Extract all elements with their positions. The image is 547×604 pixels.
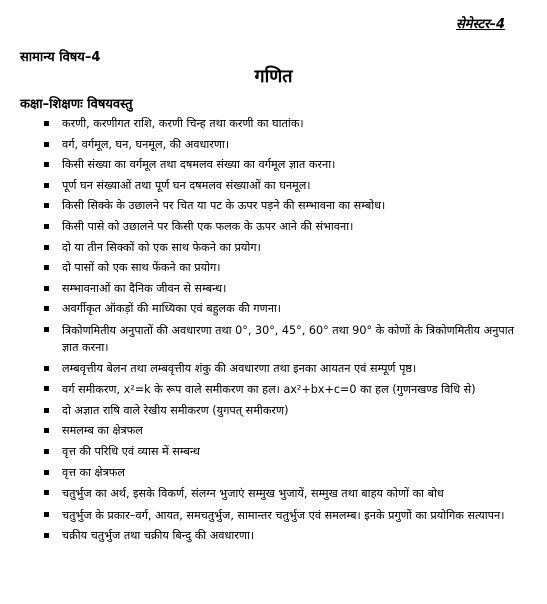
- list-item: [44, 301, 514, 317]
- list-item: [44, 403, 514, 419]
- list-item: [44, 381, 514, 398]
- bullet-icon: [44, 203, 49, 208]
- list-item: [44, 198, 514, 214]
- list-item: [44, 322, 514, 356]
- bullet-icon: [44, 490, 49, 495]
- list-item: [44, 528, 514, 544]
- subject-label: सामान्य विषय–4: [20, 50, 101, 65]
- list-item-text: वर्ग समीकरण, x²=k के रूप वाले समीकरण का हल। ax²+bx+c=0 का हल (गुणनखण्ड विधि से): [62, 383, 476, 397]
- list-item-text: वर्ग, वर्गमूल, घन, घनमूल, की अवधारणा।: [62, 137, 230, 151]
- bullet-icon: [44, 224, 49, 229]
- list-item-text: चतुर्भुज का अर्थ, इसके विकर्ण, संलग्न भुजाएं सम्मुख भुजायें, सम्मुख तथा बाहय कोणों का बोध: [62, 487, 444, 501]
- list-item-text: दो पासों को एक साथ फेंकने का प्रयोग।: [62, 261, 221, 275]
- list-item: [44, 260, 514, 276]
- list-item: [44, 507, 514, 524]
- list-item-text: वृत्त का क्षेत्रफल: [62, 465, 125, 479]
- semester-label: सेमेस्टर–4: [455, 17, 505, 32]
- list-item-text: समलम्ब का क्षेत्रफल: [62, 424, 143, 438]
- bullet-icon: [44, 449, 49, 454]
- list-item: [44, 423, 514, 439]
- list-item: [44, 137, 514, 153]
- list-item: [44, 219, 514, 235]
- bullet-icon: [44, 512, 49, 517]
- list-item-text: त्रिकोणमितीय अनुपातों की अवधारणा तथा 0°, 30°, 45°, 60° तथा 90° के कोणों के त्रिकोणमितीय अनुपात ज्ञात करना।: [62, 323, 514, 354]
- list-item: [44, 485, 514, 502]
- list-item-text: लम्बवृत्तीय बेलन तथा लम्बवृत्तीय शंकु की अवधारणा तथा इनका आयतन एवं सम्पूर्ण पृष्ठ।: [62, 361, 417, 375]
- list-item-text: पूर्ण घन संख्याओं तथा पूर्ण घन दषमलव संख्याओं का घनमूल।: [62, 178, 311, 192]
- bullet-icon: [44, 245, 49, 250]
- bullet-icon: [44, 366, 49, 371]
- list-item-text: करणी, करणीगत राशि, करणी चिन्ह तथा करणी का घातांक।: [62, 117, 304, 130]
- list-item: [44, 157, 514, 173]
- list-item-text: चक्रीय चतुर्भुज तथा चक्रीय बिन्दु की अवधारणा।: [62, 529, 255, 543]
- list-item-text: दो अज्ञात राषि वाले रेखीय समीकरण (युगपत् समीकरण): [62, 403, 289, 417]
- bullet-icon: [44, 142, 49, 147]
- content-list: [44, 116, 514, 549]
- bullet-icon: [44, 265, 49, 270]
- list-item-text: सम्भावनाओं का दैनिक जीवन से सम्बन्ध।: [62, 281, 227, 295]
- list-item-text: किसी पासे को उछालने पर किसी एक फलक के ऊपर आने की संभावना।: [62, 219, 354, 233]
- list-item: [44, 116, 514, 132]
- page-title: गणित: [254, 66, 293, 87]
- list-item-text: किसी सिक्के के उछालने पर चित या पट के ऊपर पड़ने की सम्भावना का सम्बोध।: [62, 199, 386, 213]
- list-item: [44, 444, 514, 460]
- list-item: [44, 465, 514, 481]
- list-item: [44, 178, 514, 194]
- list-item-text: वृत्त की परिधि एवं व्यास में सम्बन्ध: [62, 444, 200, 458]
- bullet-icon: [44, 428, 49, 433]
- bullet-icon: [44, 470, 49, 475]
- bullet-icon: [44, 533, 49, 538]
- bullet-icon: [44, 408, 49, 413]
- list-item-text: अवर्गीकृत ऑकड़ों की माध्यिका एवं बहुलक की गणना।: [62, 302, 282, 316]
- bullet-icon: [44, 327, 49, 332]
- list-item: [44, 361, 514, 377]
- list-item-text: किसी संख्या का वर्गमूल तथा दषमलव संख्या का वर्गमूल ज्ञात करना।: [62, 158, 336, 172]
- bullet-icon: [44, 121, 49, 126]
- bullet-icon: [44, 183, 49, 188]
- bullet-icon: [44, 306, 49, 311]
- list-item: [44, 240, 514, 256]
- bullet-icon: [44, 286, 49, 291]
- bullet-icon: [44, 386, 49, 391]
- list-item-text: चतुर्भुज के प्रकार–वर्ग, आयत, समचतुर्भुज, सामान्तर चतुर्भुज एवं समलम्ब। इनके प्रगुणों का प्रयोगिक सत्यापन।: [62, 508, 505, 522]
- list-item-text: दो या तीन सिक्कों को एक साथ फेकने का प्रयोग।: [62, 240, 261, 254]
- section-heading: कक्षा–शिक्षणः विषयवस्तु: [20, 97, 133, 112]
- list-item: [44, 281, 514, 297]
- bullet-icon: [44, 162, 49, 167]
